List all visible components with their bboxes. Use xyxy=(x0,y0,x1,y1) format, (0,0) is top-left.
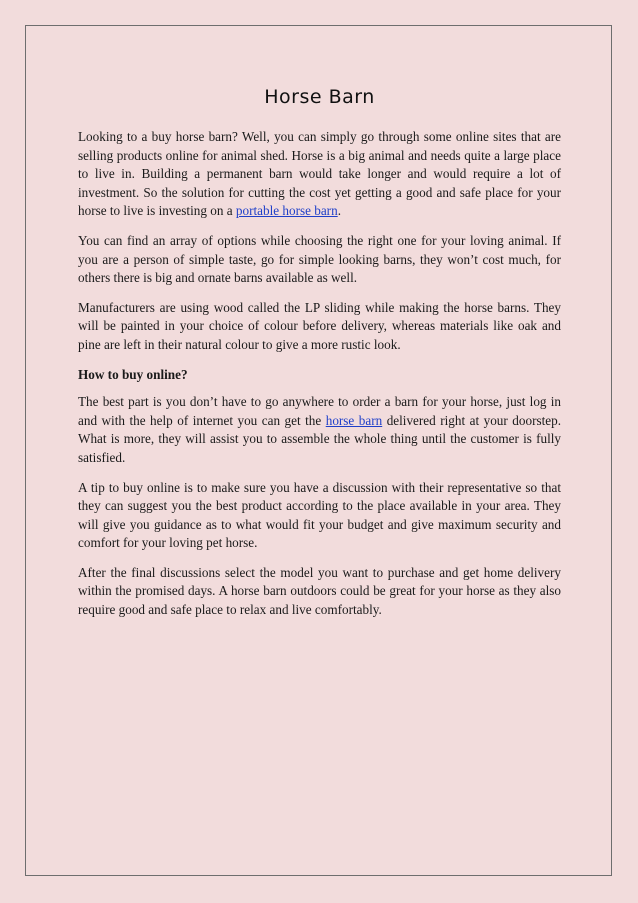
portable-horse-barn-link[interactable]: portable horse barn xyxy=(235,203,338,219)
paragraph-options: You can find an array of options while choosing the right one for your loving animal. If you are a person of simple taste, go for simple looking barns, they won’t cost much, for others there is big and ornate barns available as well. xyxy=(78,232,561,286)
horse-barn-link[interactable]: horse barn xyxy=(325,412,383,428)
paragraph-final: After the final discussions select the model you want to purchase and get home delivery within the promised days. A horse barn outdoors could be great for your horse as they also require good and safe place to relax and live comfortably. xyxy=(78,564,561,618)
paragraph-best-part-end: delivered right at your doorstep. What is more, they will assist you to assemble the whole thing until the customer is fully satisfied. xyxy=(78,412,561,465)
paragraph-intro-end: . xyxy=(337,203,341,219)
document-body xyxy=(78,86,561,631)
page-title: Horse Barn xyxy=(264,86,375,108)
paragraph-intro-text: Looking to a buy horse barn? Well, you can simply go through some online sites that are selling products online for animal shed. Horse is a big animal and needs quite a large place to live in. Building a permanent barn would take longer and would require a lot of investment. So the solution for cutting the cost yet getting a good and safe place for your horse to live is investing on a xyxy=(78,129,561,219)
paragraph-best-part-text: The best part is you don’t have to go anywhere to order a barn for your horse, just log in and with the help of internet you can get the xyxy=(78,394,561,428)
paragraph-materials: Manufacturers are using wood called the LP sliding while making the horse barns. They will be painted in your choice of colour before delivery, whereas materials like oak and pine are left in their natural colour to give a more rustic look. xyxy=(78,299,561,352)
subheading-how-to-buy: How to buy online? xyxy=(78,366,188,382)
paragraph-intro xyxy=(78,128,561,221)
paragraph-best-part xyxy=(78,393,561,467)
paragraph-tip: A tip to buy online is to make sure you have a discussion with their representative so that they can suggest you the best product according to the place available in your area. They will give you guidance as to what would fit your budget and give maximum security and comfort for your loving pet horse. xyxy=(78,479,561,551)
